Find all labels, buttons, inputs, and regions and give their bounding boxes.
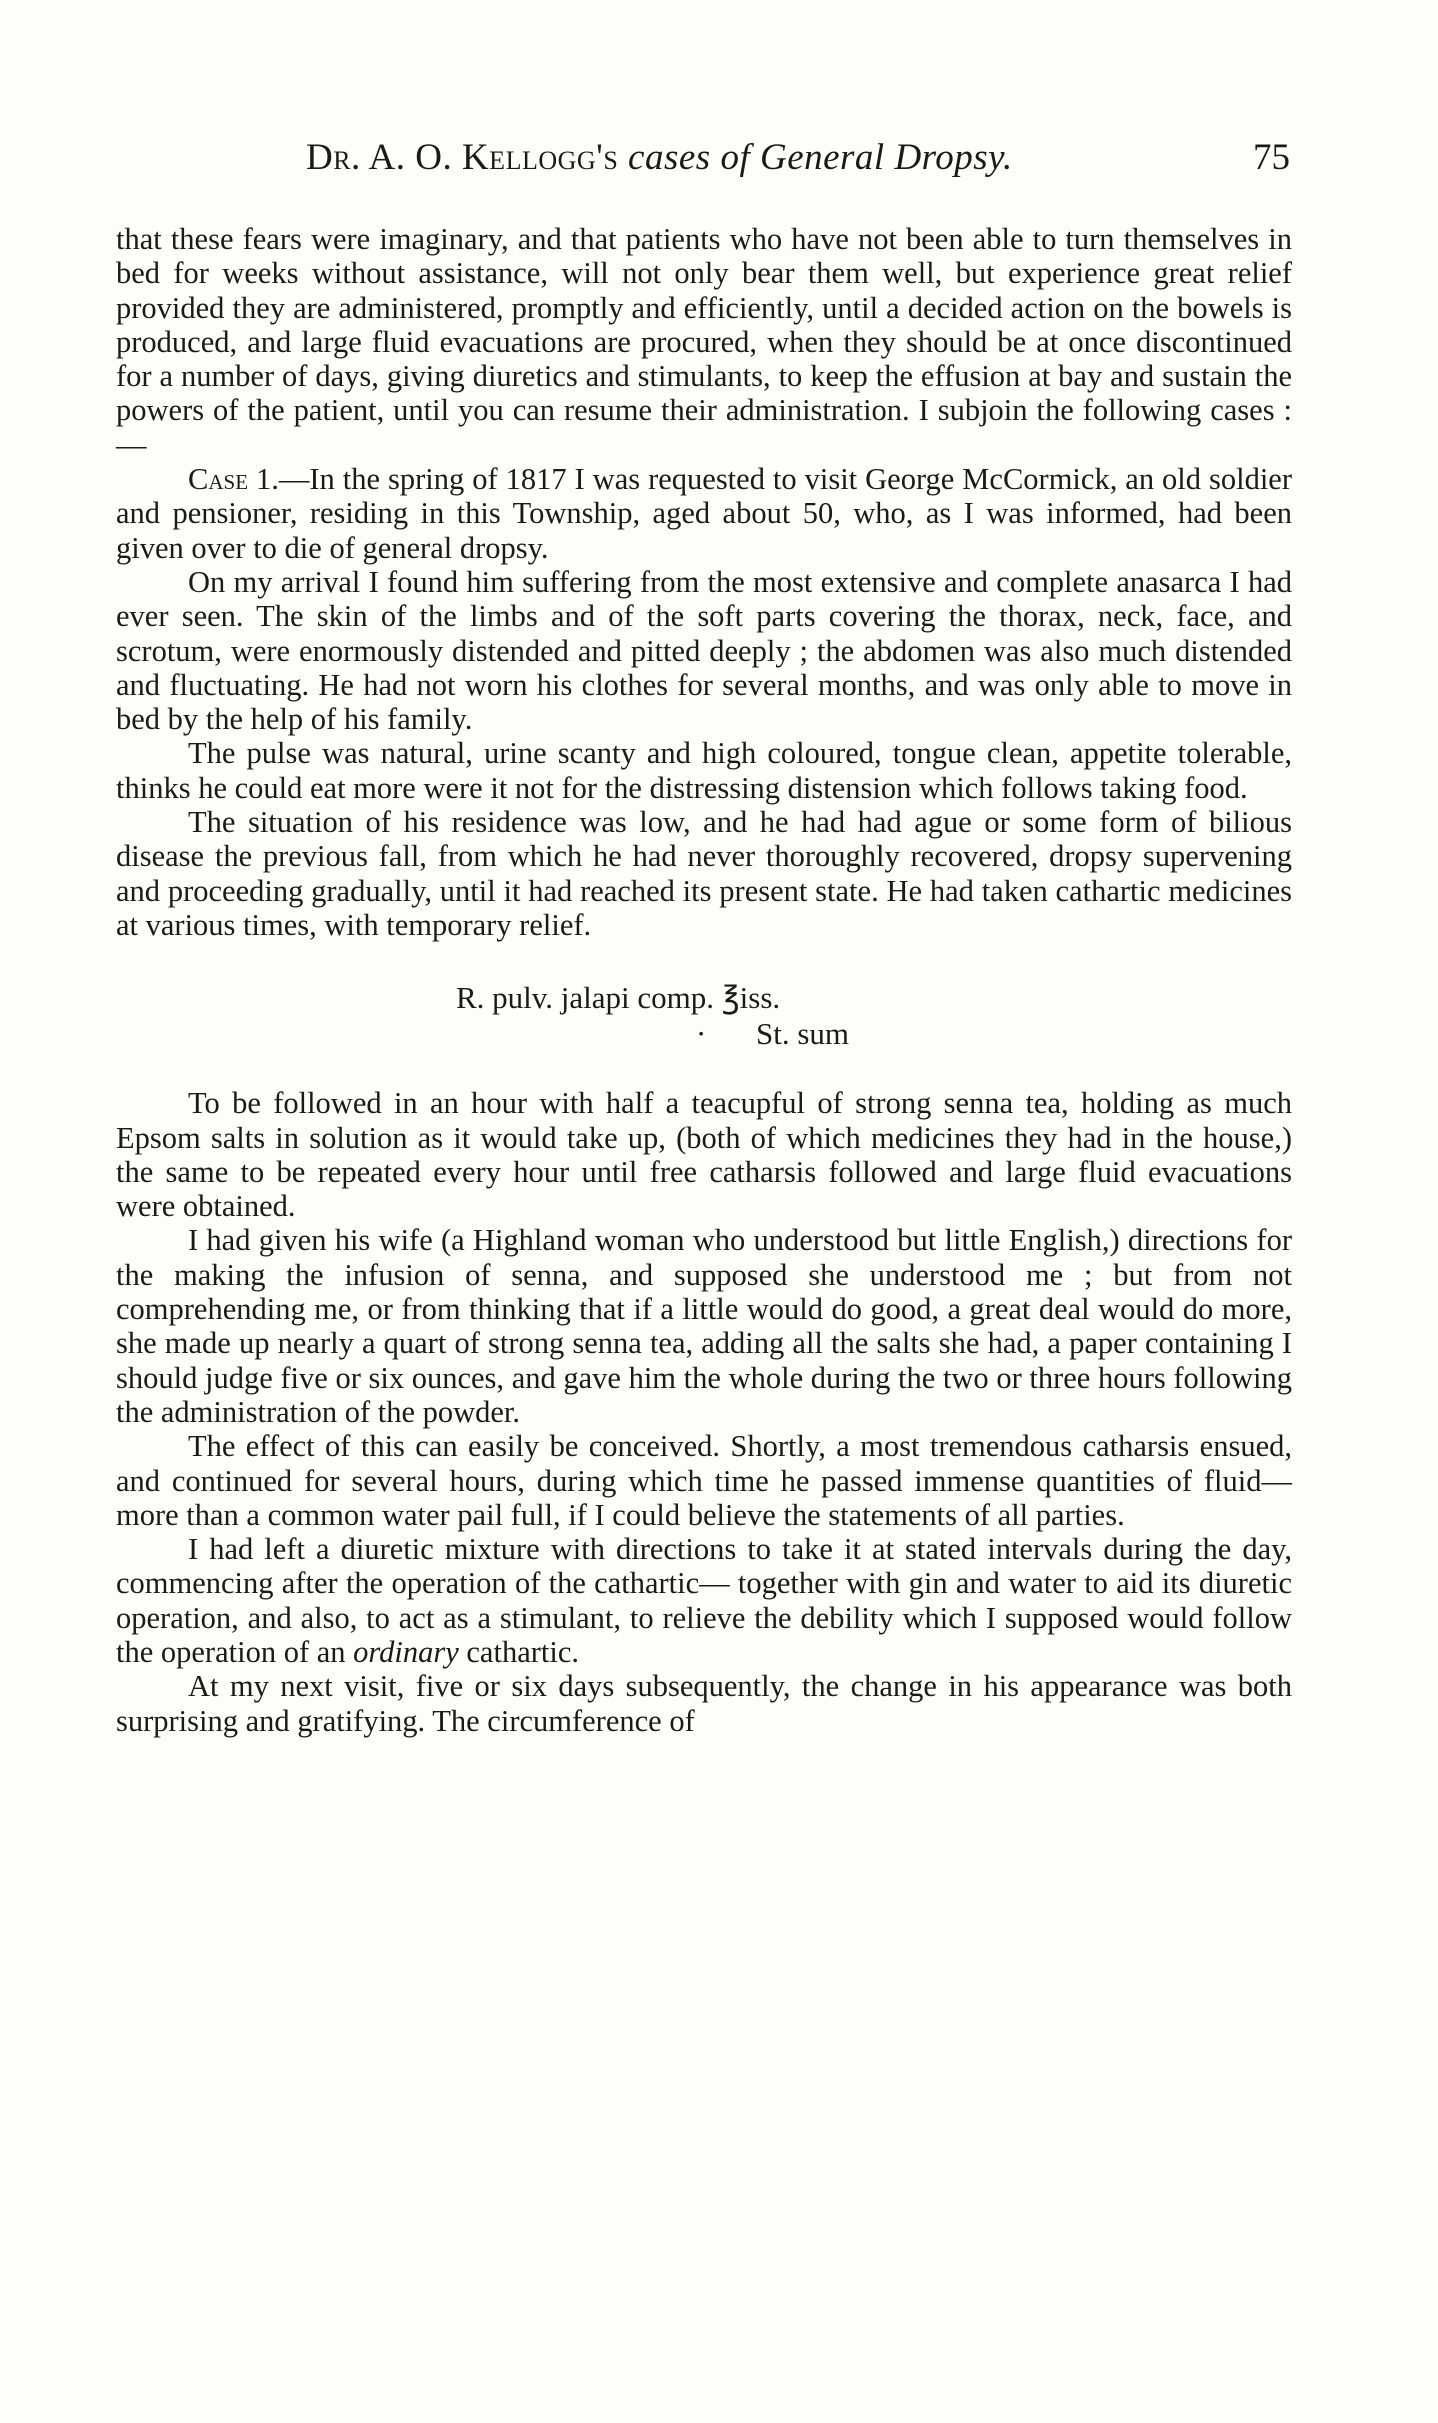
paragraph-9-text: I had left a diuretic mixture with directions to take it at stated intervals during the day, commencing after the operation of the cathartic— together with gin and water to aid its diuretic operation, and also, to act as a stimulant, to relieve the debility which I supposed would follow the operation of an bbox=[116, 1532, 1292, 1669]
paragraph-5: The situation of his residence was low, and he had had ague or some form of bilious disease the previous fall, from which he had never thoroughly recovered, dropsy supervening and proceeding gradually, until it had reached its present state. He had taken cathartic medicines at various times, with temporary relief. bbox=[116, 805, 1292, 942]
running-title-subject: cases of General Dropsy. bbox=[628, 137, 1013, 178]
paragraph-9-end: cathartic. bbox=[458, 1634, 579, 1669]
paragraph-9 bbox=[116, 1532, 1292, 1669]
running-title bbox=[306, 136, 1013, 179]
body-text bbox=[116, 222, 1292, 1738]
prescription-line: R. pulv. jalapi comp. ℥iss. bbox=[456, 980, 781, 1016]
prescription-sum bbox=[116, 1016, 1292, 1052]
prescription-dot: · bbox=[696, 1016, 707, 1052]
page-number: 75 bbox=[1253, 137, 1290, 178]
paragraph-case-1 bbox=[116, 462, 1292, 565]
running-title-author: Dr. A. O. Kellogg's bbox=[306, 137, 619, 178]
paragraph-6: To be followed in an hour with half a teacupful of strong senna tea, holding as much Epsom salts in solution as it would take up, (both of which medicines they had in the house,) the same to be repeated every hour until free catharsis followed and large fluid evacuations were obtained. bbox=[116, 1086, 1292, 1224]
paragraph-7: I had given his wife (a Highland woman who understood but little English,) directions for the making the infusion of senna, and supposed she understood me ; but from not comprehending me, or from thinking that if a little would do good, a great deal would do more, she made up nearly a quart of strong senna tea, adding all the salts she had, a paper containing I should judge five or six ounces, and gave him the whole during the two or three hours following the administration of the powder. bbox=[116, 1223, 1292, 1429]
paragraph-9-italic: ordinary bbox=[353, 1634, 459, 1669]
prescription-sum-text: St. sum bbox=[756, 1016, 850, 1052]
case-label: Case 1. bbox=[188, 462, 279, 497]
running-head bbox=[110, 136, 1290, 196]
prescription bbox=[116, 980, 1292, 1052]
case-1-text: —In the spring of 1817 I was requested to visit George McCormick, an old soldier and pensioner, residing in this Township, aged about 50, who, as I was informed, had been given over to die of general dropsy. bbox=[116, 462, 1293, 565]
paragraph-4: The pulse was natural, urine scanty and high coloured, tongue clean, appetite tolerable, thinks he could eat more were it not for the distressing distension which follows taking food. bbox=[116, 736, 1292, 805]
paragraph-10: At my next visit, five or six days subsequently, the change in his appearance was both surprising and gratifying. The circumference of bbox=[116, 1669, 1292, 1738]
paragraph-1: that these fears were imaginary, and that patients who have not been able to turn themselves in bed for weeks without assistance, will not only bear them well, but experience great relief provided they are administered, promptly and efficiently, until a decided action on the bowels is produced, and large fluid evacuations are procured, when they should be at once discontinued for a number of days, giving diuretics and stimulants, to keep the effusion at bay and sustain the powers of the patient, until you can resume their administration. I subjoin the following cases :— bbox=[116, 222, 1292, 462]
paragraph-3: On my arrival I found him suffering from the most extensive and complete anasarca I had ever seen. The skin of the limbs and of the soft parts covering the thorax, neck, face, and scrotum, were enormously distended and pitted deeply ; the abdomen was also much distended and fluctuating. He had not worn his clothes for several months, and was only able to move in bed by the help of his family. bbox=[116, 564, 1292, 737]
paragraph-8: The effect of this can easily be conceived. Shortly, a most tremendous catharsis ensued, and continued for several hours, during which time he passed immense quantities of fluid—more than a common water pail full, if I could believe the statements of all parties. bbox=[116, 1429, 1292, 1532]
